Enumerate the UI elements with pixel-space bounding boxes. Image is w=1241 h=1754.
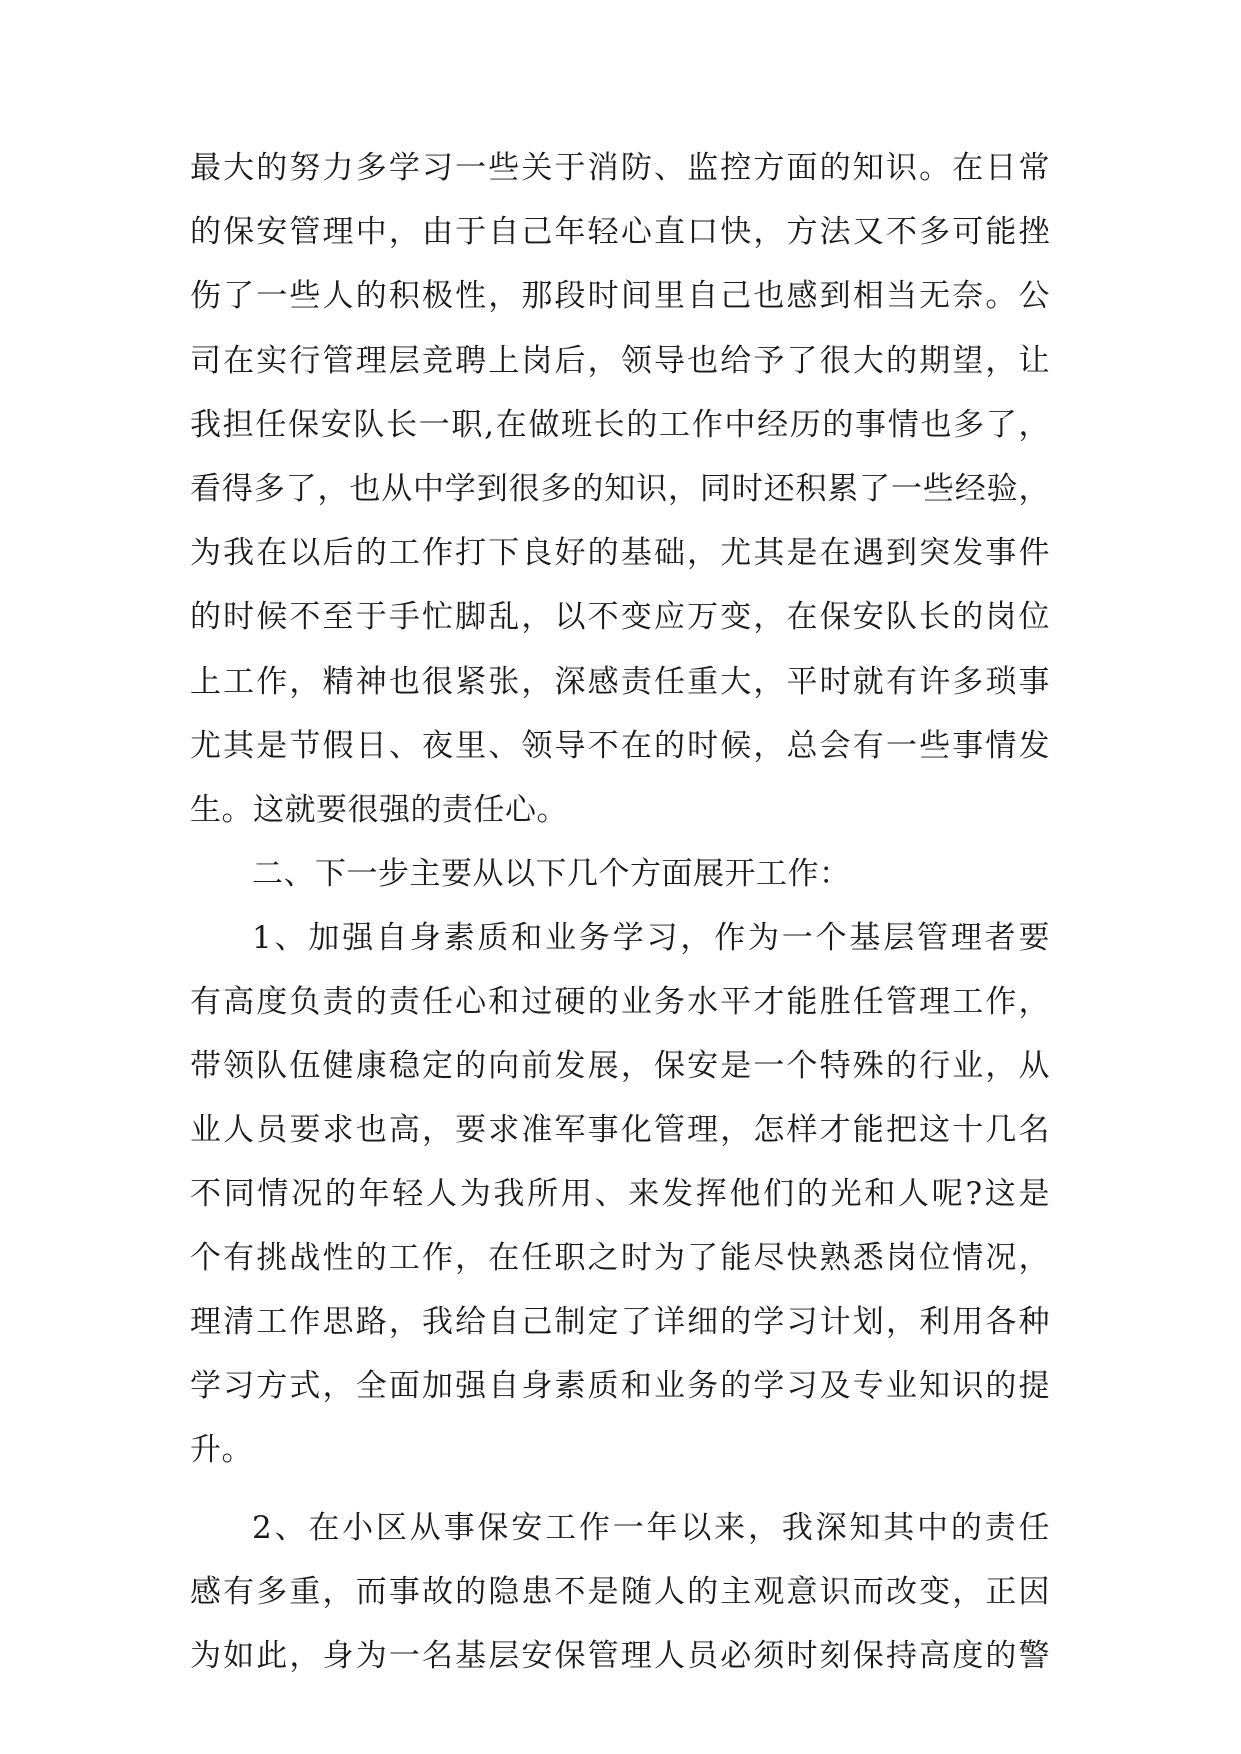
body-text-line: 的保安管理中，由于自己年轻心直口快，方法又不多可能挫: [190, 214, 1050, 250]
body-text-line: 个有挑战性的工作，在任职之时为了能尽快熟悉岗位情况，: [190, 1240, 1050, 1276]
body-text-line: 2、在小区从事保安工作一年以来，我深知其中的责任: [252, 1510, 1050, 1546]
body-text-line: 不同情况的年轻人为我所用、来发挥他们的光和人呢?这是: [190, 1176, 1050, 1212]
body-text-line: 有高度负责的责任心和过硬的业务水平才能胜任管理工作，: [190, 984, 1050, 1020]
body-text-line: 为我在以后的工作打下良好的基础，尤其是在遇到突发事件: [190, 535, 1050, 571]
body-text-line: 生。这就要很强的责任心。: [190, 792, 568, 828]
body-text-line: 最大的努力多学习一些关于消防、监控方面的知识。在日常: [190, 150, 1050, 186]
body-text-line: 升。: [190, 1432, 253, 1468]
body-text-line: 伤了一些人的积极性，那段时间里自己也感到相当无奈。公: [190, 278, 1050, 314]
body-text-line: 的时候不至于手忙脚乱，以不变应万变，在保安队长的岗位: [190, 599, 1050, 635]
body-text-line: 尤其是节假日、夜里、领导不在的时候，总会有一些事情发: [190, 728, 1050, 764]
body-text-line: 带领队伍健康稳定的向前发展，保安是一个特殊的行业，从: [190, 1048, 1050, 1084]
body-text-line: 业人员要求也高，要求准军事化管理，怎样才能把这十几名: [190, 1112, 1050, 1148]
body-text-line: 感有多重，而事故的隐患不是随人的主观意识而改变，正因: [190, 1574, 1050, 1610]
body-text-line: 为如此，身为一名基层安保管理人员必须时刻保持高度的警: [190, 1638, 1050, 1674]
body-text-line: 学习方式，全面加强自身素质和业务的学习及专业知识的提: [190, 1368, 1050, 1404]
body-text-line: 1、加强自身素质和业务学习，作为一个基层管理者要: [252, 920, 1050, 956]
body-text-line: 我担任保安队长一职,在做班长的工作中经历的事情也多了，: [190, 407, 1050, 443]
section-heading: 二、下一步主要从以下几个方面展开工作：: [252, 856, 851, 892]
body-text-line: 上工作，精神也很紧张，深感责任重大，平时就有许多琐事: [190, 664, 1050, 700]
body-text-line: 司在实行管理层竞聘上岗后，领导也给予了很大的期望，让: [190, 343, 1050, 379]
body-text-line: 看得多了，也从中学到很多的知识，同时还积累了一些经验，: [190, 471, 1050, 507]
body-text-line: 理清工作思路，我给自己制定了详细的学习计划，利用各种: [190, 1304, 1050, 1340]
